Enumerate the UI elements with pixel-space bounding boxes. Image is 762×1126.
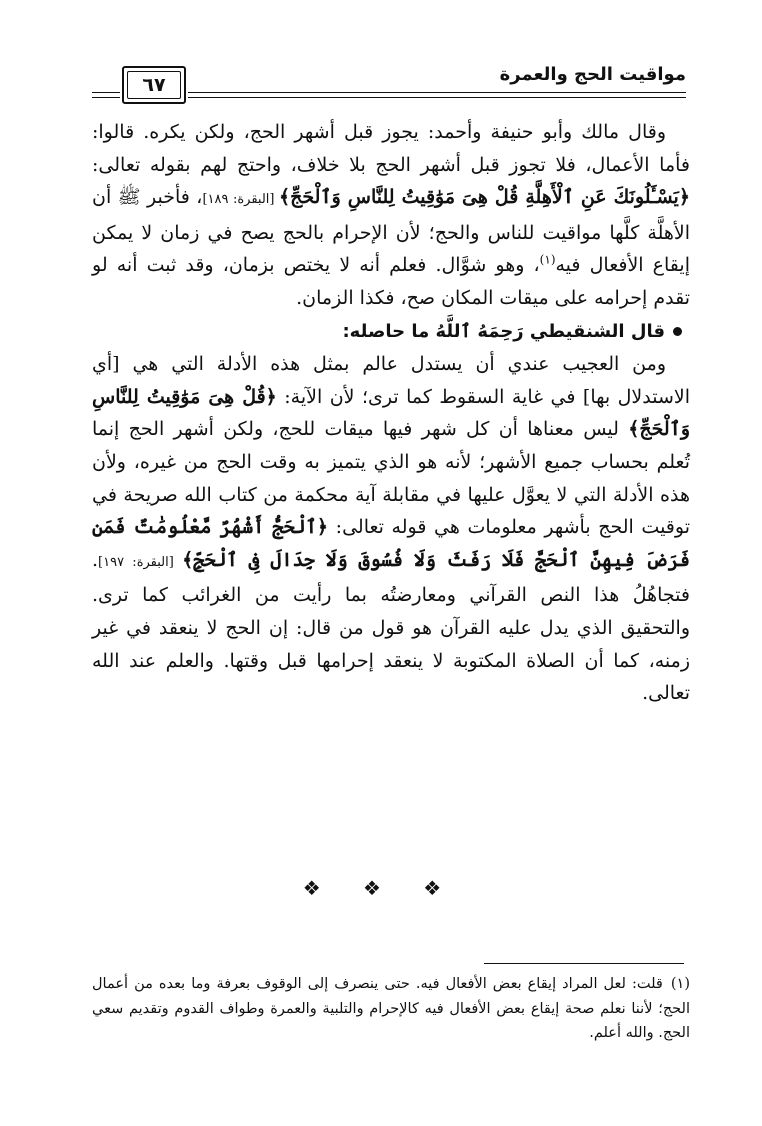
footnote-marker[interactable]: (١) (539, 253, 556, 268)
paragraph-2-text-a: ومن العجيب عندي أن يستدل عالم بمثل هذه الأدلة التي هي [أي الاستدلال بها] في غاية السقوط كما ترى؛ لأن الآية: (92, 353, 690, 408)
page-number-box (122, 66, 186, 104)
paragraph-2-text-b: ليس معناها أن كل شهر فيها ميقات للحج، ولكن أشهر الحج إنما تُعلم بحساب جميع الأشهر؛ لأنه هو الذي يتميز به وقت الحج من غيره، ولأن هذه الأدلة التي لا يعوَّل عليها في مقابلة آية محكمة من كتاب الله صريحة في توقيت الحج بأشهر معلومات هي قوله تعالى: (92, 418, 690, 539)
bullet-icon (673, 327, 682, 336)
quran-verse-quote: ﴿قُلْ هِىَ مَوَٰقِيتُ لِلنَّاسِ وَٱلْحَجِّ﴾ (92, 385, 690, 441)
paragraph-1-text-b: ، فأخبر ﷺ أن الأهلَّة كلَّها مواقيت للناس والحج؛ لأن الإحرام بالحج يصح في زمان لا يمكن إيقاع الأفعال فيه (92, 186, 690, 277)
subheading-line (92, 315, 690, 349)
footnote-text: قلت: لعل المراد إيقاع بعض الأفعال فيه. حتى ينصرف إلى الوقوف بعرفة وما بعده من أعمال الحج؛ لأننا نعلم صحة إيقاع بعض الأفعال فيه كالإحرام والتلبية والعمرة وطواف القدوم وتقديم سعي الحج. والله أعلم. (92, 976, 690, 1041)
page-header (92, 62, 686, 110)
subheading: قال الشنقيطي رَحِمَهُ ٱللَّهُ ما حاصله: (342, 320, 665, 342)
verse-reference: [البقرة: ١٨٩] (202, 192, 280, 208)
paragraph-1-text-a: وقال مالك وأبو حنيفة وأحمد: يجوز قبل أشهر الحج، ولكن يكره. قالوا: فأما الأعمال، فلا تجوز قبل أشهر الحج بلا خلاف، واحتج لهم بقوله تعالى: (92, 121, 690, 176)
page-number: ٦٧ (127, 71, 181, 99)
quran-verse-197: ﴿ٱلْحَجُّ أَشْهُرٌ مَّعْلُومَٰتٌ فَمَن فَرَضَ فِيهِنَّ ٱلْحَجَّ فَلَا رَفَثَ وَلَا فُسُوقَ وَلَا جِدَالَ فِى ٱلْحَجِّ﴾ (92, 516, 690, 571)
header-rule (188, 92, 686, 98)
header-rule-left (92, 92, 120, 98)
paragraph-1-text-c: ، وهو شوَّال. فعلم أنه لا يختص بزمان، وقد ثبت أنه لو تقدم إحرامه على ميقات المكان صح، فكذا الزمان. (92, 254, 690, 309)
subheading-wrap (342, 321, 690, 342)
main-text (92, 116, 690, 710)
paragraph-1 (92, 116, 690, 315)
running-title: مواقيت الحج والعمرة (499, 64, 686, 85)
section-separator: ❖ ❖ ❖ (302, 876, 460, 900)
paragraph-2 (92, 348, 690, 710)
footnote-rule (484, 963, 684, 964)
quran-verse-189: ﴿يَسْـَٔلُونَكَ عَنِ ٱلْأَهِلَّةِ قُلْ هِىَ مَوَٰقِيتُ لِلنَّاسِ وَٱلْحَجِّ﴾ (279, 186, 690, 209)
paragraph-2-text-c: . فتجاهُلُ هذا النص القرآني ومعارضتُه بما رأيت من الغرائب كما ترى. والتحقيق الذي يدل عليه القرآن هو قول من قال: إن الحج لا ينعقد في غير زمنه، كما أن الصلاة المكتوبة لا ينعقد إحرامها قبل وقتها. والعلم عند الله تعالى. (92, 548, 690, 705)
footnote-number: (١) (670, 976, 690, 992)
footnote (92, 972, 690, 1046)
verse-reference-197: [البقرة: ١٩٧] (98, 554, 183, 570)
